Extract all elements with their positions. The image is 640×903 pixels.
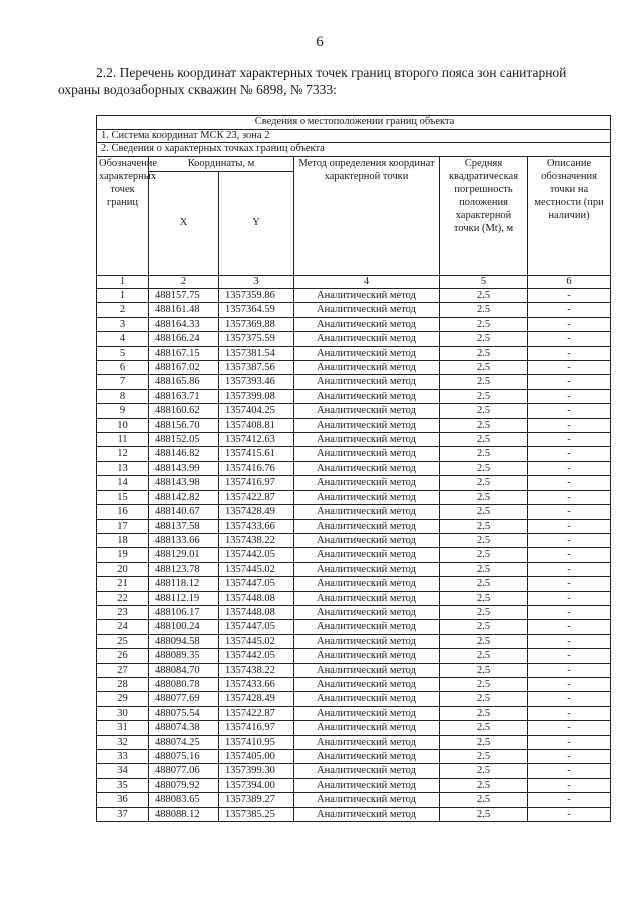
coord-x-cell: 488088.12 [149,807,219,821]
error-cell: 2.5 [440,735,528,749]
method-cell: Аналитический метод [294,764,440,778]
error-cell: 2.5 [440,375,528,389]
error-cell: 2.5 [440,649,528,663]
coord-y-cell: 1357442.05 [219,548,294,562]
col-number: 2 [149,275,219,289]
coord-y-cell: 1357433.66 [219,677,294,691]
coord-x-cell: 488094.58 [149,634,219,648]
description-cell: - [528,519,611,533]
table-row [97,577,611,591]
method-cell: Аналитический метод [294,433,440,447]
table-row [97,591,611,605]
method-cell: Аналитический метод [294,677,440,691]
method-cell: Аналитический метод [294,533,440,547]
section-label: 2. Сведения о характерных точках границ объекта [97,143,611,157]
error-cell: 2.5 [440,505,528,519]
coord-x-cell: 488163.71 [149,389,219,403]
error-cell: 2.5 [440,548,528,562]
point-number-cell: 37 [97,807,149,821]
header-method: Метод определения координат характерной точки [294,156,440,275]
coord-y-cell: 1357438.22 [219,663,294,677]
coord-x-cell: 488143.99 [149,461,219,475]
method-cell: Аналитический метод [294,649,440,663]
coord-x-cell: 488089.35 [149,649,219,663]
point-number-cell: 8 [97,389,149,403]
method-cell: Аналитический метод [294,375,440,389]
description-cell: - [528,750,611,764]
coord-x-cell: 488167.15 [149,346,219,360]
coord-y-cell: 1357408.81 [219,418,294,432]
point-number-cell: 29 [97,692,149,706]
description-cell: - [528,317,611,331]
table-row [97,807,611,821]
coord-x-cell: 488146.82 [149,447,219,461]
point-number-cell: 36 [97,793,149,807]
point-number-cell: 7 [97,375,149,389]
coord-x-cell: 488075.16 [149,750,219,764]
method-cell: Аналитический метод [294,404,440,418]
method-cell: Аналитический метод [294,634,440,648]
header-x: X [149,171,219,275]
coord-x-cell: 488161.48 [149,303,219,317]
method-cell: Аналитический метод [294,548,440,562]
description-cell: - [528,289,611,303]
coord-y-cell: 1357442.05 [219,649,294,663]
point-number-cell: 15 [97,490,149,504]
point-number-cell: 11 [97,433,149,447]
method-cell: Аналитический метод [294,562,440,576]
description-cell: - [528,461,611,475]
error-cell: 2.5 [440,346,528,360]
error-cell: 2.5 [440,807,528,821]
table-row [97,533,611,547]
coord-x-cell: 488166.24 [149,332,219,346]
table-row [97,519,611,533]
description-cell: - [528,447,611,461]
coord-x-cell: 488143.98 [149,476,219,490]
table-row [97,605,611,619]
description-cell: - [528,692,611,706]
col-number: 4 [294,275,440,289]
point-number-cell: 10 [97,418,149,432]
description-cell: - [528,404,611,418]
table-row [97,793,611,807]
coord-x-cell: 488112.19 [149,591,219,605]
description-cell: - [528,346,611,360]
table-row [97,764,611,778]
description-cell: - [528,562,611,576]
col-number: 5 [440,275,528,289]
point-number-cell: 6 [97,361,149,375]
coord-y-cell: 1357387.56 [219,361,294,375]
point-number-cell: 17 [97,519,149,533]
error-cell: 2.5 [440,721,528,735]
method-cell: Аналитический метод [294,505,440,519]
error-cell: 2.5 [440,289,528,303]
error-cell: 2.5 [440,577,528,591]
coordinates-table [96,115,611,822]
coord-x-cell: 488157.75 [149,289,219,303]
header-point-designation: Обозначение характерных точек границ [97,156,149,275]
point-number-cell: 4 [97,332,149,346]
method-cell: Аналитический метод [294,447,440,461]
coord-x-cell: 488133.66 [149,533,219,547]
point-number-cell: 31 [97,721,149,735]
coord-y-cell: 1357369.88 [219,317,294,331]
coord-y-cell: 1357428.49 [219,505,294,519]
error-cell: 2.5 [440,778,528,792]
table-row [97,490,611,504]
method-cell: Аналитический метод [294,490,440,504]
description-cell: - [528,663,611,677]
table-row [97,447,611,461]
coord-x-cell: 488074.25 [149,735,219,749]
error-cell: 2.5 [440,447,528,461]
coord-y-cell: 1357447.05 [219,620,294,634]
point-number-cell: 22 [97,591,149,605]
header-y: Y [219,171,294,275]
error-cell: 2.5 [440,562,528,576]
coord-x-cell: 488079.92 [149,778,219,792]
table-row [97,750,611,764]
point-number-cell: 27 [97,663,149,677]
table-row [97,692,611,706]
point-number-cell: 21 [97,577,149,591]
point-number-cell: 1 [97,289,149,303]
point-number-cell: 9 [97,404,149,418]
col-number: 3 [219,275,294,289]
table-row [97,332,611,346]
table-row [97,721,611,735]
point-number-cell: 23 [97,605,149,619]
point-number-cell: 33 [97,750,149,764]
error-cell: 2.5 [440,634,528,648]
description-cell: - [528,332,611,346]
method-cell: Аналитический метод [294,735,440,749]
description-cell: - [528,677,611,691]
error-cell: 2.5 [440,750,528,764]
coord-y-cell: 1357416.76 [219,461,294,475]
section-heading: 2.2. Перечень координат характерных точек границ второго пояса зон санитарной охраны водозаборных скважин № 6898, № 7333: [58,65,567,97]
coord-x-cell: 488129.01 [149,548,219,562]
coord-y-cell: 1357394.00 [219,778,294,792]
description-cell: - [528,721,611,735]
coord-y-cell: 1357393.46 [219,375,294,389]
coord-x-cell: 488160.62 [149,404,219,418]
method-cell: Аналитический метод [294,750,440,764]
method-cell: Аналитический метод [294,721,440,735]
coord-x-cell: 488142.82 [149,490,219,504]
table-row [97,706,611,720]
point-number-cell: 30 [97,706,149,720]
description-cell: - [528,490,611,504]
method-cell: Аналитический метод [294,346,440,360]
coord-x-cell: 488084.70 [149,663,219,677]
point-number-cell: 3 [97,317,149,331]
description-cell: - [528,620,611,634]
point-number-cell: 25 [97,634,149,648]
error-cell: 2.5 [440,692,528,706]
point-number-cell: 19 [97,548,149,562]
description-cell: - [528,533,611,547]
table-row [97,620,611,634]
header-error: Средняя квадратическая погрешность положения характерной точки (Mt), м [440,156,528,275]
table-row [97,289,611,303]
table-row [97,634,611,648]
error-cell: 2.5 [440,519,528,533]
coord-y-cell: 1357448.08 [219,591,294,605]
table-row [97,476,611,490]
coord-x-cell: 488074.38 [149,721,219,735]
method-cell: Аналитический метод [294,303,440,317]
description-cell: - [528,649,611,663]
coord-x-cell: 488123.78 [149,562,219,576]
table-title: Сведения о местоположении границ объекта [97,116,611,130]
table-row [97,562,611,576]
error-cell: 2.5 [440,490,528,504]
coord-y-cell: 1357447.05 [219,577,294,591]
method-cell: Аналитический метод [294,289,440,303]
coord-y-cell: 1357389.27 [219,793,294,807]
description-cell: - [528,548,611,562]
table-row [97,461,611,475]
description-cell: - [528,577,611,591]
coordinate-system: 1. Система координат МСК 23, зона 2 [97,129,611,143]
table-row [97,778,611,792]
coord-y-cell: 1357422.87 [219,490,294,504]
coord-y-cell: 1357375.59 [219,332,294,346]
table-row [97,346,611,360]
description-cell: - [528,591,611,605]
table-row [97,389,611,403]
method-cell: Аналитический метод [294,663,440,677]
method-cell: Аналитический метод [294,418,440,432]
description-cell: - [528,389,611,403]
table-row [97,404,611,418]
coord-y-cell: 1357433.66 [219,519,294,533]
point-number-cell: 12 [97,447,149,461]
error-cell: 2.5 [440,433,528,447]
coord-y-cell: 1357385.25 [219,807,294,821]
description-cell: - [528,505,611,519]
header-description: Описание обозначения точки на местности (при наличии) [528,156,611,275]
point-number-cell: 28 [97,677,149,691]
error-cell: 2.5 [440,332,528,346]
point-number-cell: 2 [97,303,149,317]
method-cell: Аналитический метод [294,706,440,720]
coord-y-cell: 1357416.97 [219,476,294,490]
coord-x-cell: 488100.24 [149,620,219,634]
error-cell: 2.5 [440,418,528,432]
coord-y-cell: 1357359.86 [219,289,294,303]
table-row [97,548,611,562]
coord-x-cell: 488083.65 [149,793,219,807]
description-cell: - [528,735,611,749]
coord-y-cell: 1357438.22 [219,533,294,547]
coord-y-cell: 1357399.30 [219,764,294,778]
col-number: 1 [97,275,149,289]
point-number-cell: 18 [97,533,149,547]
description-cell: - [528,605,611,619]
description-cell: - [528,778,611,792]
method-cell: Аналитический метод [294,317,440,331]
description-cell: - [528,375,611,389]
coord-y-cell: 1357445.02 [219,562,294,576]
point-number-cell: 14 [97,476,149,490]
point-number-cell: 24 [97,620,149,634]
description-cell: - [528,433,611,447]
table-row [97,433,611,447]
error-cell: 2.5 [440,461,528,475]
coord-y-cell: 1357415.61 [219,447,294,461]
error-cell: 2.5 [440,317,528,331]
table-row [97,663,611,677]
error-cell: 2.5 [440,361,528,375]
error-cell: 2.5 [440,404,528,418]
coord-y-cell: 1357448.08 [219,605,294,619]
table-row [97,418,611,432]
method-cell: Аналитический метод [294,620,440,634]
coord-y-cell: 1357412.63 [219,433,294,447]
coord-y-cell: 1357364.59 [219,303,294,317]
coord-x-cell: 488080.78 [149,677,219,691]
method-cell: Аналитический метод [294,577,440,591]
method-cell: Аналитический метод [294,807,440,821]
coord-y-cell: 1357399.08 [219,389,294,403]
coord-y-cell: 1357410.95 [219,735,294,749]
description-cell: - [528,764,611,778]
description-cell: - [528,807,611,821]
col-number: 6 [528,275,611,289]
header-coordinates: Координаты, м [149,156,294,171]
coord-x-cell: 488140.67 [149,505,219,519]
method-cell: Аналитический метод [294,519,440,533]
description-cell: - [528,303,611,317]
table-row [97,735,611,749]
description-cell: - [528,476,611,490]
method-cell: Аналитический метод [294,389,440,403]
coord-x-cell: 488075.54 [149,706,219,720]
description-cell: - [528,793,611,807]
method-cell: Аналитический метод [294,476,440,490]
coord-y-cell: 1357422.87 [219,706,294,720]
method-cell: Аналитический метод [294,605,440,619]
table-row [97,317,611,331]
point-number-cell: 13 [97,461,149,475]
method-cell: Аналитический метод [294,692,440,706]
table-row [97,649,611,663]
point-number-cell: 32 [97,735,149,749]
coord-x-cell: 488152.05 [149,433,219,447]
method-cell: Аналитический метод [294,591,440,605]
coord-x-cell: 488106.17 [149,605,219,619]
coord-x-cell: 488165.86 [149,375,219,389]
coord-x-cell: 488167.02 [149,361,219,375]
coord-x-cell: 488164.33 [149,317,219,331]
table-row [97,375,611,389]
description-cell: - [528,418,611,432]
error-cell: 2.5 [440,476,528,490]
error-cell: 2.5 [440,663,528,677]
table-row [97,303,611,317]
point-number-cell: 26 [97,649,149,663]
method-cell: Аналитический метод [294,461,440,475]
coord-x-cell: 488077.06 [149,764,219,778]
coord-y-cell: 1357404.25 [219,404,294,418]
point-number-cell: 5 [97,346,149,360]
coord-x-cell: 488118.12 [149,577,219,591]
description-cell: - [528,706,611,720]
coord-x-cell: 488156.70 [149,418,219,432]
point-number-cell: 16 [97,505,149,519]
error-cell: 2.5 [440,764,528,778]
method-cell: Аналитический метод [294,361,440,375]
error-cell: 2.5 [440,706,528,720]
table-row [97,505,611,519]
error-cell: 2.5 [440,793,528,807]
coord-x-cell: 488077.69 [149,692,219,706]
coord-y-cell: 1357405.00 [219,750,294,764]
error-cell: 2.5 [440,620,528,634]
method-cell: Аналитический метод [294,793,440,807]
method-cell: Аналитический метод [294,778,440,792]
description-cell: - [528,361,611,375]
error-cell: 2.5 [440,677,528,691]
coord-y-cell: 1357445.02 [219,634,294,648]
point-number-cell: 34 [97,764,149,778]
coord-y-cell: 1357416.97 [219,721,294,735]
error-cell: 2.5 [440,591,528,605]
point-number-cell: 20 [97,562,149,576]
method-cell: Аналитический метод [294,332,440,346]
error-cell: 2.5 [440,605,528,619]
table-row [97,361,611,375]
description-cell: - [528,634,611,648]
table-row [97,677,611,691]
coord-x-cell: 488137.58 [149,519,219,533]
coord-y-cell: 1357428.49 [219,692,294,706]
error-cell: 2.5 [440,389,528,403]
error-cell: 2.5 [440,303,528,317]
point-number-cell: 35 [97,778,149,792]
page-number: 6 [316,34,324,50]
coord-y-cell: 1357381.54 [219,346,294,360]
error-cell: 2.5 [440,533,528,547]
